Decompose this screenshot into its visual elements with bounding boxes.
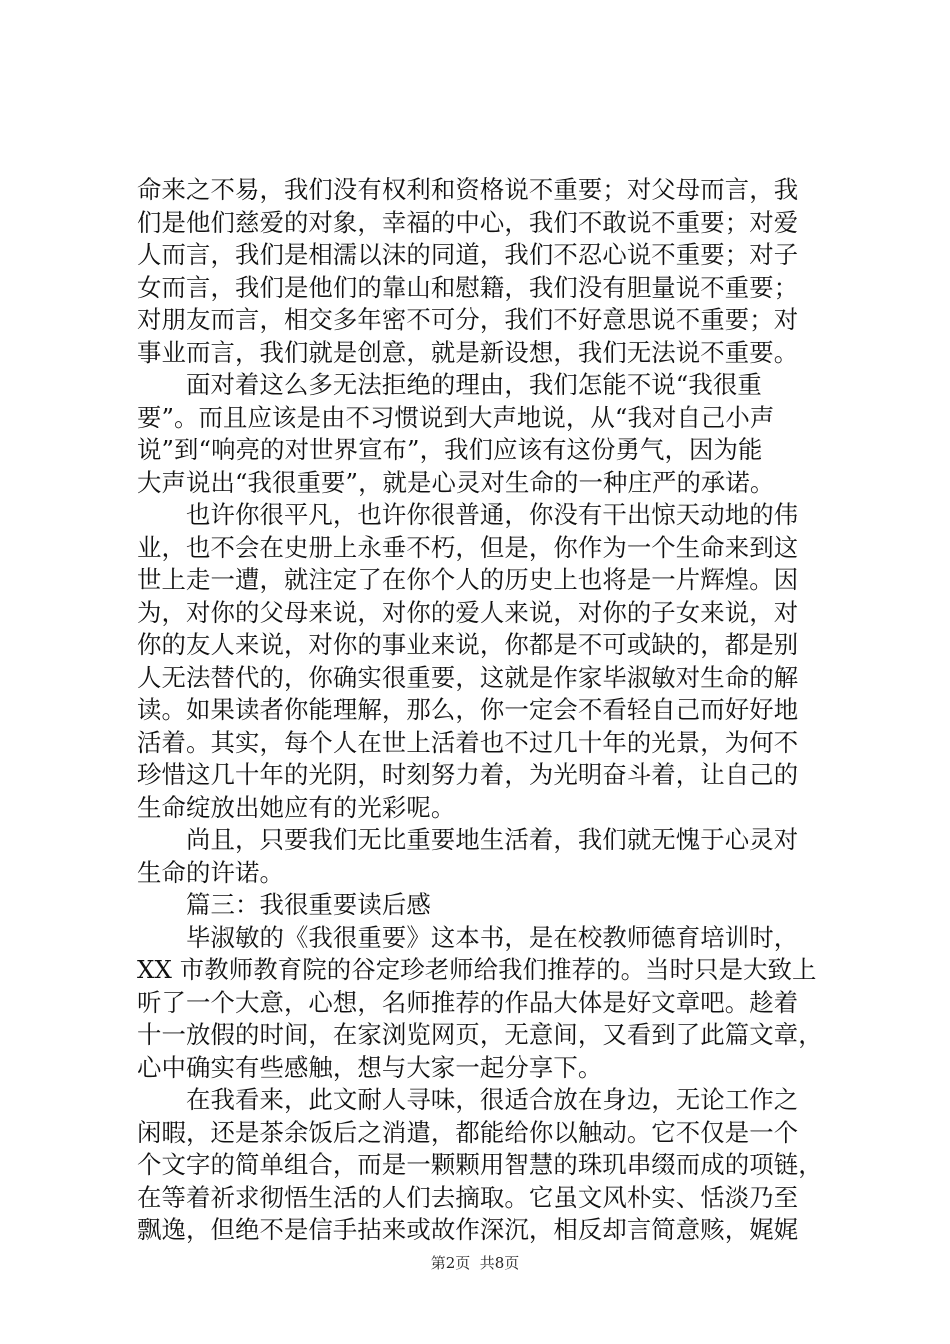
text-line: 生命绽放出她应有的光彩呢。 <box>137 792 456 822</box>
page-number-footer: 第2页 共8页 <box>430 1254 520 1272</box>
text-line: 尚且，只要我们无比重要地生活着，我们就无愧于心灵对 <box>137 825 799 854</box>
text-line: 事业而言，我们就是创意，就是新设想，我们无法说不重要。 <box>137 337 799 367</box>
text-line: 十一放假的时间，在家浏览网页，无意间，又看到了此篇文章， <box>137 1020 823 1049</box>
text-line: 在我看来，此文耐人寻味，很适合放在身边，无论工作之 <box>137 1085 799 1114</box>
text-line: 们是他们慈爱的对象，幸福的中心，我们不敢说不重要；对爱 <box>137 207 799 237</box>
text-line: 要”。而且应该是由不习惯说到大声地说，从“我对自己小声 <box>137 402 775 432</box>
text-line: 命来之不易，我们没有权利和资格说不重要；对父母而言，我 <box>137 175 799 204</box>
text-line: 业，也不会在史册上永垂不朽，但是，你作为一个生命来到这 <box>137 532 799 562</box>
text-line: 面对着这么多无法拒绝的理由，我们怎能不说“我很重 <box>137 370 762 399</box>
text-line: 闲暇，还是茶余饭后之消遣，都能给你以触动。它不仅是一个 <box>137 1117 799 1147</box>
text-line: 毕淑敏的《我很重要》这本书，是在校教师德育培训时， <box>137 922 799 952</box>
text-line: XX 市教师教育院的谷定珍老师给我们推荐的。当时只是大致上 <box>137 955 817 984</box>
text-line: 心中确实有些感触，想与大家一起分享下。 <box>137 1052 603 1082</box>
text-line: 生命的许诺。 <box>137 857 284 887</box>
text-line: 听了一个大意，心想，名师推荐的作品大体是好文章吧。趁着 <box>137 987 799 1017</box>
text-line: 读。如果读者你能理解，那么，你一定会不看轻自己而好好地 <box>137 695 799 724</box>
text-line: 说”到“响亮的对世界宣布”，我们应该有这份勇气，因为能 <box>137 435 763 464</box>
text-line: 你的友人来说，对你的事业来说，你都是不可或缺的，都是别 <box>137 630 799 659</box>
text-line: 飘逸，但绝不是信手拈来或故作深沉，相反却言简意赅，娓娓 <box>137 1215 799 1244</box>
text-line: 对朋友而言，相交多年密不可分，我们不好意思说不重要；对 <box>137 305 799 334</box>
text-line: 也许你很平凡，也许你很普通，你没有干出惊天动地的伟 <box>137 500 799 529</box>
body-text <box>137 174 827 1247</box>
text-line: 个文字的简单组合，而是一颗颗用智慧的珠玑串缀而成的项链， <box>137 1150 823 1179</box>
text-line: 珍惜这几十年的光阴，时刻努力着，为光明奋斗着，让自己的 <box>137 760 799 789</box>
text-line: 人无法替代的，你确实很重要，这就是作家毕淑敏对生命的解 <box>137 662 799 692</box>
text-line: 在等着祈求彻悟生活的人们去摘取。它虽文风朴实、恬淡乃至 <box>137 1182 799 1212</box>
text-line: 女而言，我们是他们的靠山和慰籍，我们没有胆量说不重要； <box>137 272 799 302</box>
text-line: 活着。其实，每个人在世上活着也不过几十年的光景，为何不 <box>137 727 799 757</box>
text-line: 为，对你的父母来说，对你的爱人来说，对你的子女来说，对 <box>137 597 799 627</box>
section-heading: 篇三：我很重要读后感 <box>137 890 431 919</box>
text-line: 人而言，我们是相濡以沫的同道，我们不忍心说不重要；对子 <box>137 240 799 269</box>
text-line: 世上走一遭，就注定了在你个人的历史上也将是一片辉煌。因 <box>137 565 799 594</box>
text-line: 大声说出“我很重要”，就是心灵对生命的一种庄严的承诺。 <box>137 467 775 497</box>
